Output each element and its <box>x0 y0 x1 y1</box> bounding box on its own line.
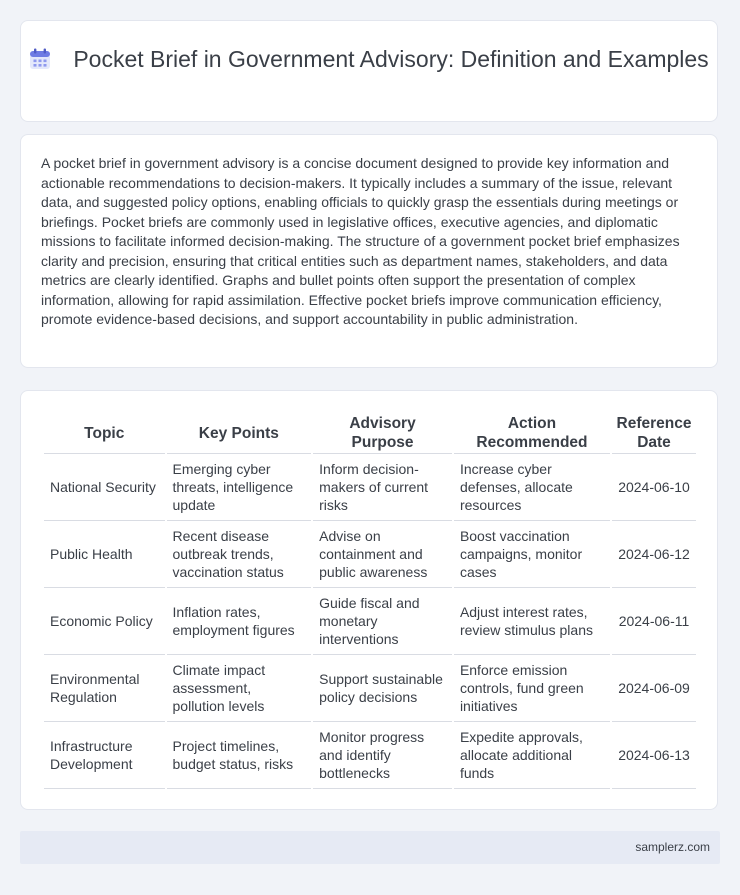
column-header-topic: Topic <box>44 413 165 454</box>
cell-key-points: Project timelines, budget status, risks <box>167 722 312 789</box>
table-card <box>20 390 718 810</box>
table-row <box>44 655 696 722</box>
cell-action-recommended: Expedite approvals, allocate additional funds <box>454 722 610 789</box>
column-header-key-points: Key Points <box>167 413 312 454</box>
cell-action-recommended: Enforce emission controls, fund green initiatives <box>454 655 610 722</box>
page-title-text: Pocket Brief in Government Advisory: Definition and Examples <box>73 46 709 72</box>
cell-topic: Public Health <box>44 521 165 588</box>
calendar-icon <box>29 48 51 77</box>
cell-topic: Economic Policy <box>44 588 165 655</box>
cell-key-points: Inflation rates, employment figures <box>167 588 312 655</box>
cell-action-recommended: Adjust interest rates, review stimulus plans <box>454 588 610 655</box>
table-row <box>44 454 696 521</box>
cell-reference-date: 2024-06-13 <box>612 722 696 789</box>
cell-reference-date: 2024-06-12 <box>612 521 696 588</box>
cell-advisory-purpose: Monitor progress and identify bottlenecks <box>313 722 452 789</box>
cell-reference-date: 2024-06-10 <box>612 454 696 521</box>
cell-key-points: Emerging cyber threats, intelligence update <box>167 454 312 521</box>
cell-topic: Infrastructure Development <box>44 722 165 789</box>
page-title <box>21 45 717 77</box>
cell-action-recommended: Boost vaccination campaigns, monitor cases <box>454 521 610 588</box>
column-header-advisory-purpose: Advisory Purpose <box>313 413 452 454</box>
table-row <box>44 588 696 655</box>
cell-key-points: Climate impact assessment, pollution levels <box>167 655 312 722</box>
column-header-action-recommended: Action Recommended <box>454 413 610 454</box>
table-row <box>44 722 696 789</box>
cell-advisory-purpose: Support sustainable policy decisions <box>313 655 452 722</box>
cell-advisory-purpose: Inform decision-makers of current risks <box>313 454 452 521</box>
cell-key-points: Recent disease outbreak trends, vaccination status <box>167 521 312 588</box>
footer-site-link[interactable]: samplerz.com <box>635 840 710 854</box>
cell-reference-date: 2024-06-09 <box>612 655 696 722</box>
cell-advisory-purpose: Advise on containment and public awareness <box>313 521 452 588</box>
footer <box>20 831 720 864</box>
description-text: A pocket brief in government advisory is a concise document designed to provide key information and actionable recommendations to decision-makers. It typically includes a summary of the issue, relevant data, and suggested policy options, enabling officials to quickly grasp the essentials during meetings or briefings. Pocket briefs are commonly used in legislative offices, executive agencies, and diplomatic missions to facilitate informed decision-making. The structure of a government pocket brief emphasizes clarity and precision, ensuring that critical entities such as department names, stakeholders, and data metrics are clearly identified. Graphs and bullet points often support the presentation of complex information, allowing for rapid assimilation. Effective pocket briefs improve communication efficiency, promote evidence-based decisions, and support accountability in public administration. <box>41 155 680 327</box>
title-card <box>20 20 718 122</box>
column-header-reference-date: Reference Date <box>612 413 696 454</box>
table-header-row <box>44 413 696 454</box>
advisory-table <box>42 413 698 789</box>
description-card <box>20 134 718 368</box>
cell-topic: National Security <box>44 454 165 521</box>
cell-action-recommended: Increase cyber defenses, allocate resources <box>454 454 610 521</box>
table-row <box>44 521 696 588</box>
cell-topic: Environmental Regulation <box>44 655 165 722</box>
cell-reference-date: 2024-06-11 <box>612 588 696 655</box>
cell-advisory-purpose: Guide fiscal and monetary interventions <box>313 588 452 655</box>
